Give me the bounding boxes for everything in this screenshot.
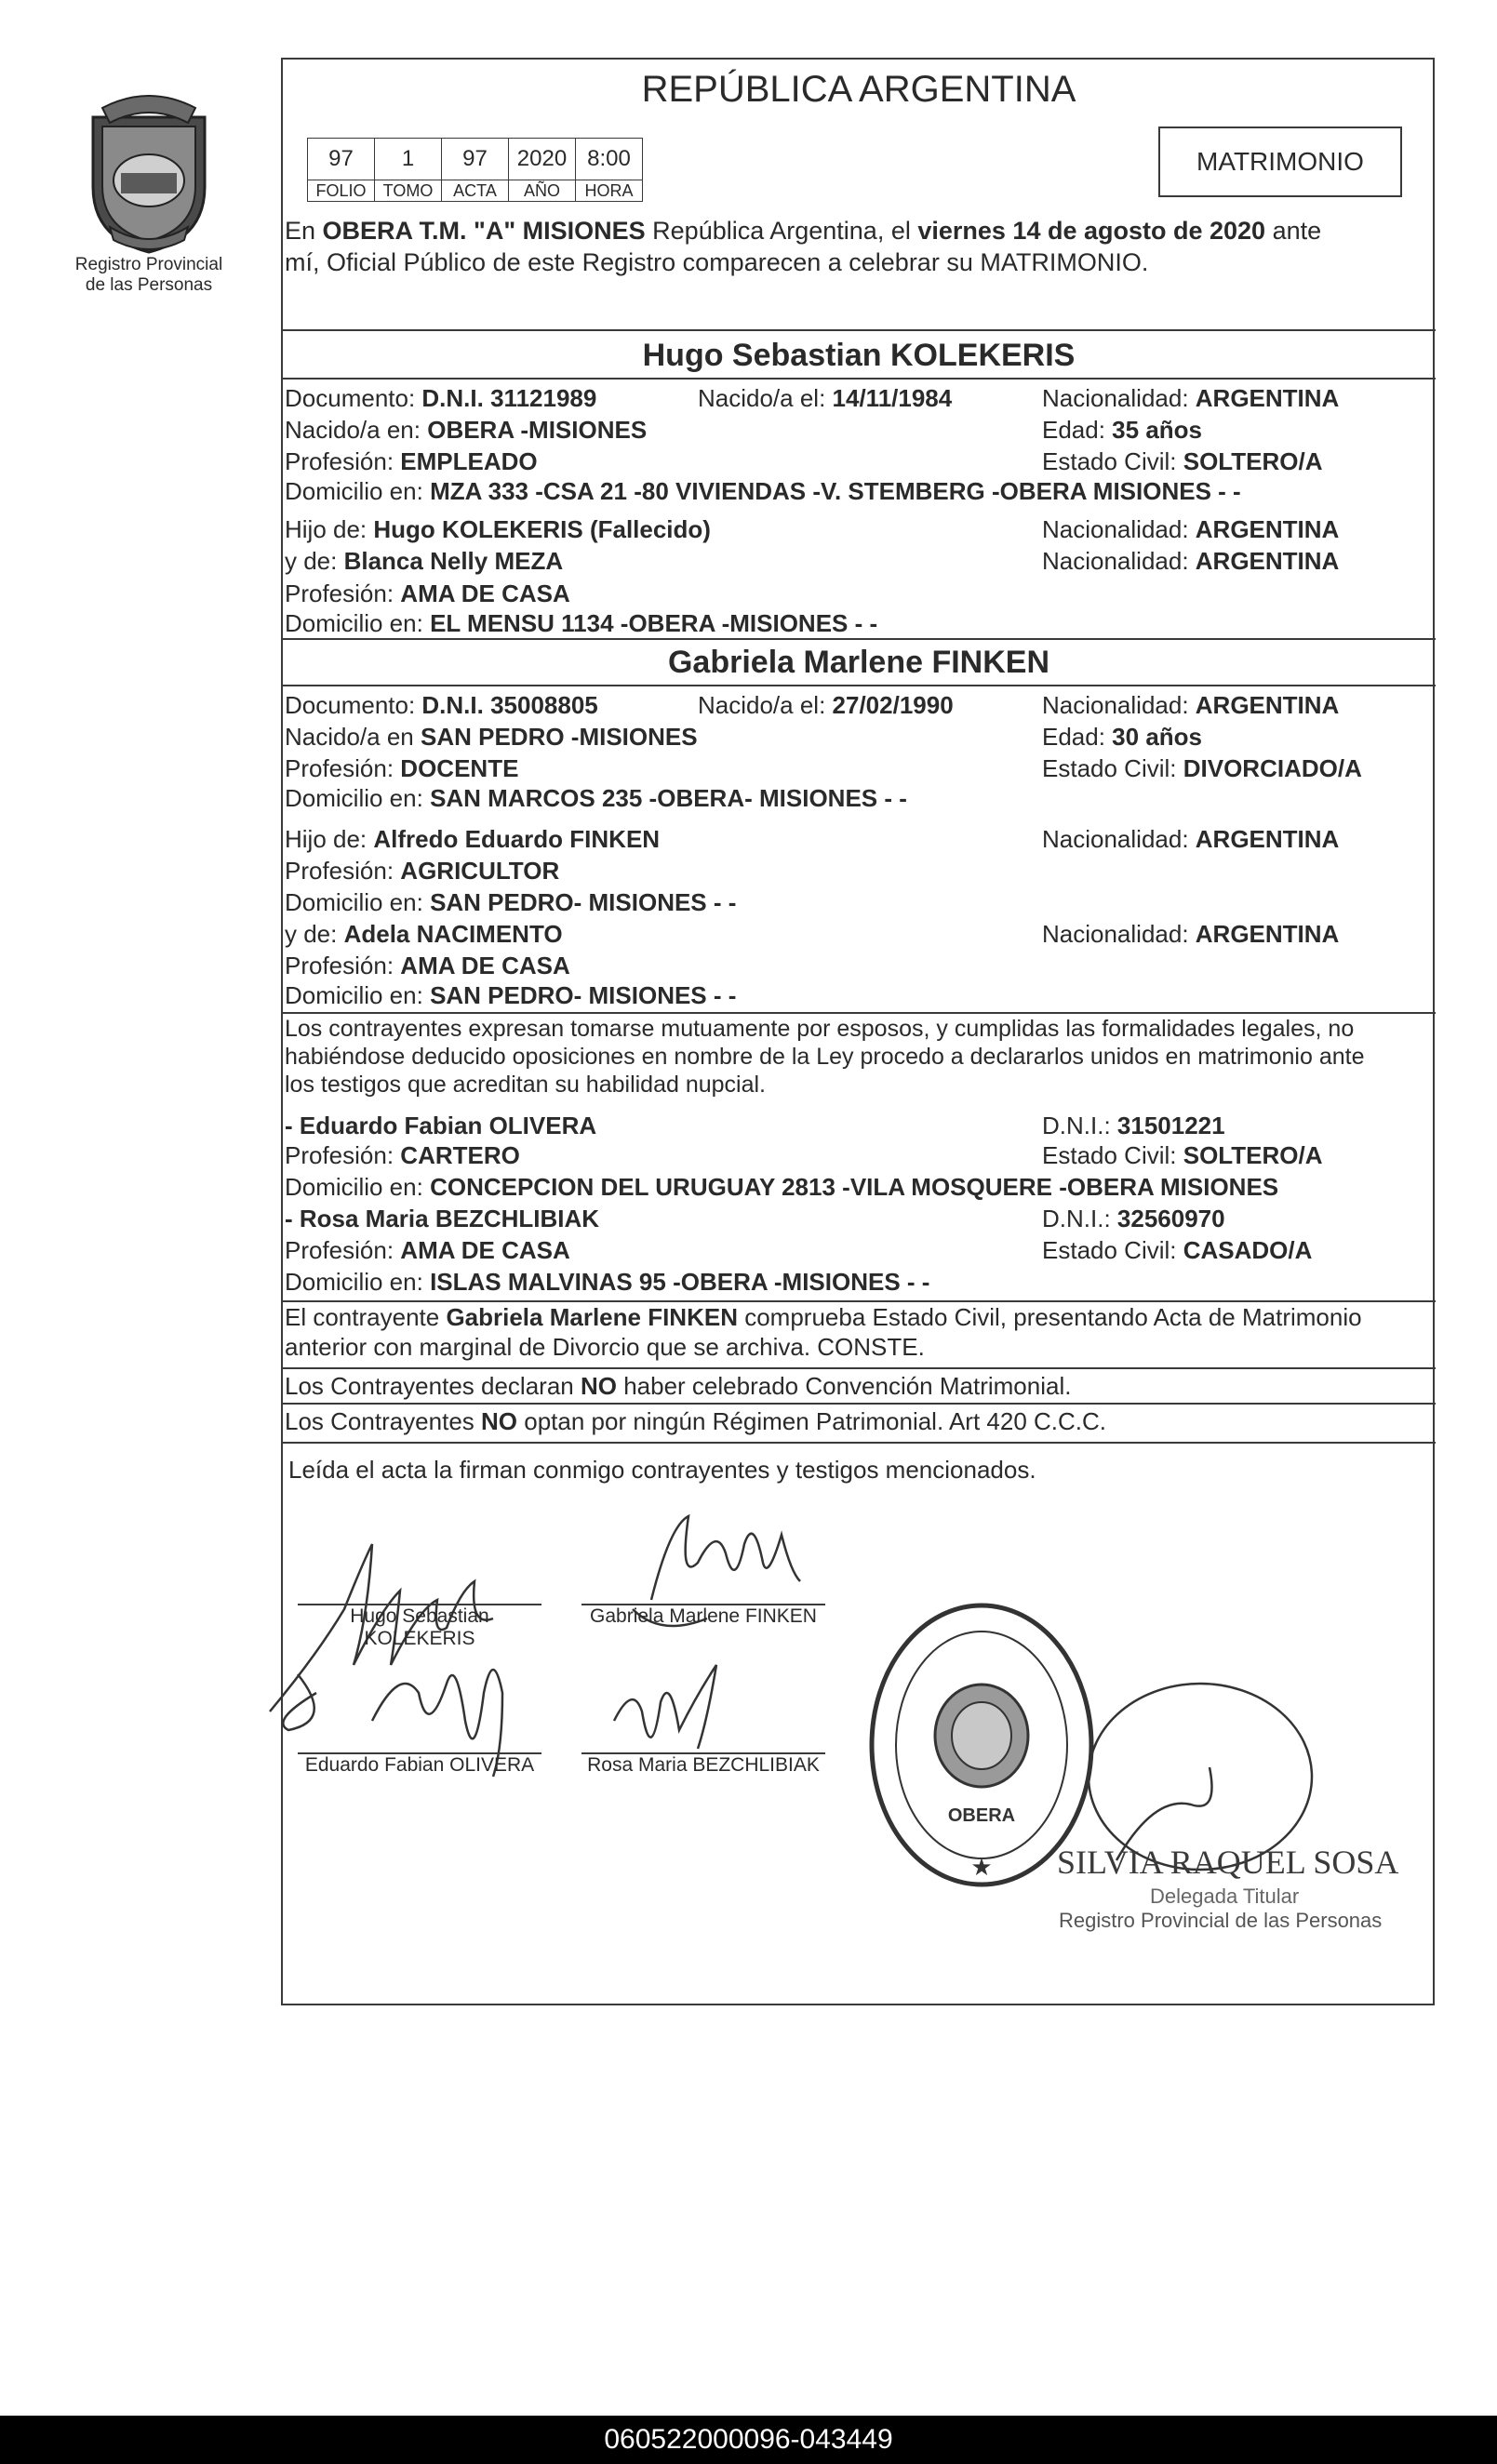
groom-nationality (1042, 383, 1339, 413)
convention-line2 (285, 1406, 1106, 1436)
label: y de: (285, 547, 344, 575)
groom-born-in (285, 415, 647, 445)
value: 30 años (1112, 723, 1202, 751)
folio-label: FOLIO (308, 180, 375, 202)
value: SAN PEDRO- MISIONES - - (430, 981, 737, 1009)
bride-father-address (285, 887, 736, 917)
value: 14/11/1984 (832, 384, 953, 412)
value: CONCEPCION DEL URUGUAY 2813 -VILA MOSQUERE -OBERA MISIONES (430, 1173, 1279, 1201)
declaration-line1: Los contrayentes expresan tomarse mutuamente por esposos, y cumplidas las formalidades legales, no (285, 1016, 1355, 1042)
seal-caption (47, 255, 251, 296)
text: Los Contrayentes (285, 1407, 482, 1435)
divider (282, 1442, 1436, 1444)
bride-father (285, 824, 660, 854)
divider (282, 1403, 1436, 1405)
seal-caption-line1: Registro Provincial (74, 255, 223, 274)
label: y de: (285, 920, 344, 948)
label: Domicilio en: (285, 1173, 431, 1201)
label: Estado Civil: (1042, 1141, 1183, 1169)
witness2-signature-label: Rosa Maria BEZCHLIBIAK (587, 1754, 820, 1776)
label: Hijo de: (285, 515, 374, 543)
label: Profesión: (285, 952, 401, 979)
intro-date: viernes 14 de agosto de 2020 (917, 217, 1266, 245)
intro-text: En (285, 217, 323, 245)
groom-profession (285, 446, 538, 476)
bride-mother-address (285, 980, 736, 1010)
bride-address (285, 783, 907, 813)
bride-nationality (1042, 690, 1339, 720)
witness2-address (285, 1267, 929, 1297)
convention-line1 (285, 1371, 1071, 1401)
label: Nacionalidad: (1042, 825, 1196, 853)
ano-label: AÑO (509, 180, 576, 202)
value: NO (580, 1372, 617, 1400)
tomo-label: TOMO (375, 180, 442, 202)
bride-name: Gabriela Marlene FINKEN (667, 645, 1049, 680)
value: Gabriela Marlene FINKEN (446, 1303, 738, 1331)
document-type-box: MATRIMONIO (1158, 127, 1402, 197)
label: D.N.I.: (1042, 1205, 1117, 1232)
value: SOLTERO/A (1183, 1141, 1323, 1169)
label: Nacido/a el: (698, 384, 833, 412)
witness1-address (285, 1172, 1278, 1202)
value: ARGENTINA (1195, 547, 1340, 575)
value: DOCENTE (400, 754, 519, 782)
divider (282, 378, 1436, 380)
value: ARGENTINA (1195, 691, 1340, 719)
seal-caption-line2: de las Personas (85, 275, 213, 295)
value: EL MENSU 1134 -OBERA -MISIONES - - (430, 609, 878, 637)
stamp-center-text: OBERA (947, 1805, 1016, 1826)
label: Domicilio en: (285, 609, 431, 637)
value: ISLAS MALVINAS 95 -OBERA -MISIONES - - (430, 1268, 930, 1296)
hora-label: HORA (576, 180, 643, 202)
groom-signature-l2: KOLEKERIS (364, 1628, 475, 1649)
witness1-civil-status (1042, 1140, 1322, 1170)
bride-profession (285, 753, 518, 783)
label: Nacionalidad: (1042, 691, 1196, 719)
bride-mother-profession (285, 951, 570, 980)
groom-civil-status (1042, 446, 1322, 476)
bride-civil-status (1042, 753, 1362, 783)
label: Documento: (285, 691, 422, 719)
text: haber celebrado Convención Matrimonial. (616, 1372, 1072, 1400)
declaration-line3: los testigos que acreditan su habilidad nupcial. (285, 1072, 767, 1098)
label: Estado Civil: (1042, 1236, 1183, 1264)
intro-text: ante (1265, 217, 1322, 245)
value: AGRICULTOR (400, 857, 560, 885)
label: Domicilio en: (285, 784, 431, 812)
witness2-civil-status (1042, 1235, 1312, 1265)
label: Profesión: (285, 754, 401, 782)
bride-born-in (285, 722, 698, 752)
groom-name: Hugo Sebastian KOLEKERIS (642, 338, 1076, 373)
label: Nacionalidad: (1042, 515, 1196, 543)
groom-address (285, 476, 1241, 506)
value: OBERA -MISIONES (427, 416, 648, 444)
label: Nacionalidad: (1042, 547, 1196, 575)
label: Profesión: (285, 1141, 401, 1169)
value: ARGENTINA (1195, 825, 1340, 853)
value: AMA DE CASA (400, 952, 570, 979)
bride-document (285, 690, 598, 720)
value: SAN PEDRO -MISIONES (420, 723, 698, 751)
groom-age (1042, 415, 1202, 445)
bride-father-profession (285, 856, 559, 886)
value: MZA 333 -CSA 21 -80 VIVIENDAS -V. STEMBERG -OBERA MISIONES - - (430, 477, 1241, 505)
folio-value: 97 (308, 139, 375, 180)
acta-label: ACTA (442, 180, 509, 202)
groom-signature-label (298, 1605, 541, 1650)
official-role: Delegada Titular (1150, 1885, 1300, 1908)
groom-parents-address (285, 608, 877, 638)
value: CARTERO (400, 1141, 520, 1169)
intro-line2: mí, Oficial Público de este Registro comparecen a celebrar su MATRIMONIO. (285, 248, 1149, 276)
official-name: SILVIA RAQUEL SOSA (1057, 1844, 1399, 1881)
bride-signature-label: Gabriela Marlene FINKEN (590, 1605, 817, 1627)
declaration-line2: habiéndose deducido oposiciones en nombre de la Ley procedo a declararlos unidos en matrimonio ante (285, 1044, 1365, 1070)
label: D.N.I.: (1042, 1112, 1117, 1139)
value: 31501221 (1116, 1112, 1225, 1139)
value: 35 años (1112, 416, 1202, 444)
label: Nacido/a en (285, 723, 421, 751)
divider (282, 1367, 1436, 1369)
value: Adela NACIMENTO (343, 920, 563, 948)
bride-mother (285, 919, 563, 949)
label: Domicilio en: (285, 477, 431, 505)
svg-text:★: ★ (970, 1854, 993, 1882)
value: SOLTERO/A (1183, 447, 1323, 475)
label: Edad: (1042, 416, 1113, 444)
seal-emblem-icon (74, 89, 223, 257)
divider (282, 638, 1436, 640)
acta-value: 97 (442, 139, 509, 180)
witness2-dni (1042, 1204, 1225, 1233)
label: Profesión: (285, 579, 401, 607)
registry-table (307, 138, 643, 202)
bride-mother-nationality (1042, 919, 1339, 949)
value: SAN MARCOS 235 -OBERA- MISIONES - - (430, 784, 907, 812)
intro-line1 (285, 216, 1321, 246)
label: Domicilio en: (285, 888, 431, 916)
groom-father (285, 514, 711, 544)
provincial-seal (74, 89, 223, 257)
intro-text: República Argentina, el (645, 217, 918, 245)
value: AMA DE CASA (400, 1236, 570, 1264)
groom-born-on (698, 383, 952, 413)
civil-note-line2: anterior con marginal de Divorcio que se archiva. CONSTE. (285, 1333, 925, 1361)
value: D.N.I. 35008805 (421, 691, 598, 719)
label: Nacido/a el: (698, 691, 833, 719)
label: Profesión: (285, 857, 401, 885)
value: 32560970 (1116, 1205, 1225, 1232)
value: CASADO/A (1183, 1236, 1313, 1264)
label: Estado Civil: (1042, 754, 1183, 782)
text: comprueba Estado Civil, presentando Acta de Matrimonio (737, 1303, 1362, 1331)
label: Domicilio en: (285, 1268, 431, 1296)
value: ARGENTINA (1195, 384, 1340, 412)
page-title: REPÚBLICA ARGENTINA (641, 69, 1076, 110)
hora-value: 8:00 (576, 139, 643, 180)
closing-text: Leída el acta la firman conmigo contrayentes y testigos mencionados. (288, 1456, 1036, 1484)
witness2-profession (285, 1235, 570, 1265)
groom-document (285, 383, 596, 413)
label: Documento: (285, 384, 422, 412)
value: D.N.I. 31121989 (421, 384, 597, 412)
value: ARGENTINA (1195, 515, 1340, 543)
label: Nacionalidad: (1042, 920, 1196, 948)
value: Hugo KOLEKERIS (Fallecido) (373, 515, 711, 543)
witness1-name: - Eduardo Fabian OLIVERA (285, 1112, 597, 1139)
value: NO (481, 1407, 518, 1435)
divider (282, 329, 1436, 331)
label: Domicilio en: (285, 981, 431, 1009)
text: optan por ningún Régimen Patrimonial. Art 420 C.C.C. (517, 1407, 1107, 1435)
label: Estado Civil: (1042, 447, 1183, 475)
ano-value: 2020 (509, 139, 576, 180)
groom-signature-l1: Hugo Sebastian (350, 1605, 489, 1627)
label: Edad: (1042, 723, 1113, 751)
tomo-value: 1 (375, 139, 442, 180)
text: El contrayente (285, 1303, 447, 1331)
value: DIVORCIADO/A (1183, 754, 1362, 782)
witness1-signature-label: Eduardo Fabian OLIVERA (304, 1754, 535, 1776)
label: Profesión: (285, 1236, 401, 1264)
label: Hijo de: (285, 825, 374, 853)
civil-note-line1 (285, 1302, 1362, 1332)
value: Blanca Nelly MEZA (343, 547, 564, 575)
value: Alfredo Eduardo FINKEN (373, 825, 661, 853)
value: AMA DE CASA (400, 579, 570, 607)
witness1-dni (1042, 1111, 1225, 1140)
divider (282, 685, 1436, 686)
groom-parents-profession (285, 579, 570, 608)
witness2-name: - Rosa Maria BEZCHLIBIAK (285, 1205, 600, 1232)
intro-place: OBERA T.M. "A" MISIONES (322, 217, 646, 245)
official-office: Registro Provincial de las Personas (1059, 1909, 1383, 1932)
document-number-bar: 060522000096-043449 (0, 2416, 1497, 2464)
witness1-profession (285, 1140, 520, 1170)
groom-father-nationality (1042, 514, 1339, 544)
groom-mother-nationality (1042, 546, 1339, 576)
label: Nacido/a en: (285, 416, 428, 444)
label: Profesión: (285, 447, 401, 475)
value: 27/02/1990 (832, 691, 954, 719)
bride-age (1042, 722, 1202, 752)
value: SAN PEDRO- MISIONES - - (430, 888, 737, 916)
groom-mother (285, 546, 563, 576)
text: Los Contrayentes declaran (285, 1372, 581, 1400)
bride-father-nationality (1042, 824, 1339, 854)
value: ARGENTINA (1195, 920, 1340, 948)
bride-born-on (698, 690, 954, 720)
value: EMPLEADO (400, 447, 538, 475)
label: Nacionalidad: (1042, 384, 1196, 412)
